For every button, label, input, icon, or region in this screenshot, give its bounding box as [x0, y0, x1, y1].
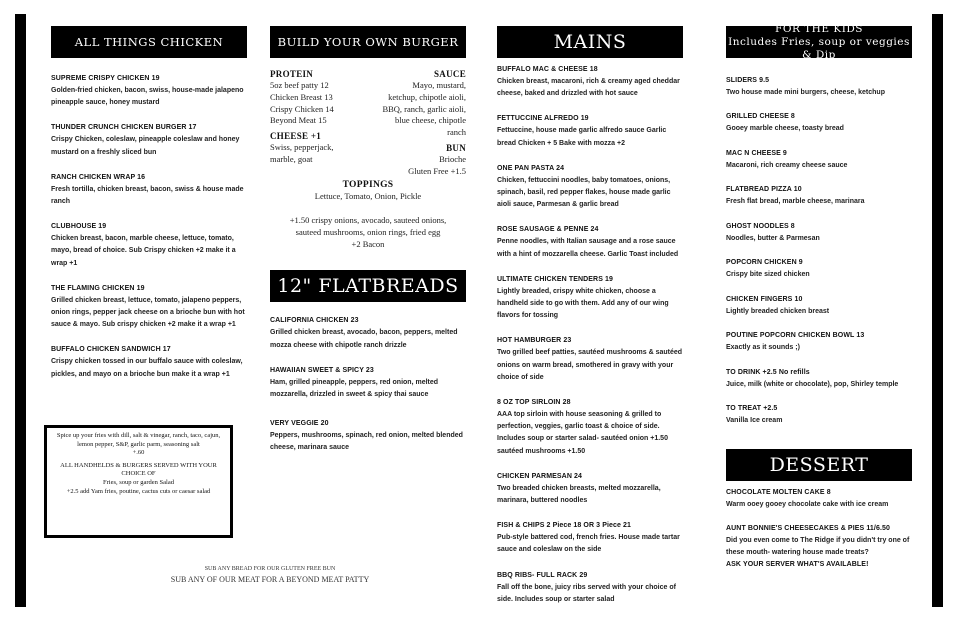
item-title: GRILLED CHEESE 8: [726, 113, 795, 120]
fries-seasoning-price: +.60: [132, 449, 145, 457]
item-title: GHOST NOODLES 8: [726, 222, 795, 230]
menu-item: [270, 315, 466, 351]
kids-items: [726, 58, 912, 427]
item-description: Crispy bite sized chicken: [726, 271, 810, 278]
mains-section: [497, 26, 683, 606]
menu-item: [270, 418, 466, 454]
item-description: Crispy Chicken, coleslaw, pineapple coleslaw and honey mustard on a freshly sliced bun: [51, 136, 240, 156]
extras-line: +2 Bacon: [351, 239, 385, 250]
toppings-group: [270, 180, 466, 203]
item-title: CHICKEN FINGERS 10: [726, 295, 803, 303]
menu-item: [726, 294, 912, 318]
item-title: TO TREAT +2.5: [726, 405, 778, 412]
menu-item: [497, 113, 683, 149]
fries-seasoning-text: Spice up your fries with dill, salt & vinegar, ranch, taco, cajun, lemon pepper, S&P, garlic parm, seasoning salt: [56, 432, 221, 448]
menu-item: [497, 224, 683, 260]
item-description: Juice, milk (white or chocolate), pop, Shirley temple: [726, 380, 899, 388]
bun-group: [366, 143, 466, 178]
item-description: Gooey marble cheese, toasty bread: [726, 125, 844, 132]
item-title: POUTINE POPCORN CHICKEN BOWL 13: [726, 332, 865, 339]
handhelds-served-with: ALL HANDHELDS & BURGERS SERVED WITH YOUR CHOICE OF: [60, 461, 217, 478]
mains-items: [497, 58, 683, 606]
cheese-group: [270, 131, 366, 178]
menu-item: [497, 64, 683, 100]
protein-option: Chicken Breast 13: [270, 91, 333, 102]
item-description: Two house made mini burgers, cheese, ketchup: [726, 88, 885, 96]
left-border-bar: [15, 14, 26, 607]
item-description: Fall off the bone, juicy ribs served with your choice of side. Includes soup or starter salad: [497, 583, 676, 603]
item-title: CHICKEN PARMESAN 24: [497, 472, 583, 480]
section-heading: ALL THINGS CHICKEN: [51, 26, 247, 58]
side-choices: Fries, soup or garden Salad: [103, 478, 174, 486]
menu-item: [497, 570, 683, 606]
kids-heading-title: FOR THE KIDS: [775, 22, 863, 35]
sauce-option: BBQ, ranch, garlic aioli,: [382, 103, 466, 114]
burger-builder: [270, 69, 466, 250]
sauce-option: ranch: [447, 127, 466, 138]
menu-item: [497, 274, 683, 323]
menu-item: [51, 172, 247, 208]
menu-item: [497, 397, 683, 458]
burger-section: [270, 26, 466, 455]
item-title: THE FLAMING CHICKEN 19: [51, 284, 145, 292]
bun-label: BUN: [446, 142, 466, 153]
item-note: ASK YOUR SERVER WHAT'S AVAILABLE!: [726, 561, 869, 568]
item-title: ULTIMATE CHICKEN TENDERS 19: [497, 275, 614, 283]
item-description: Chicken breast, macaroni, rich & creamy aged cheddar cheese, baked and drizzled with hot sauce: [497, 78, 680, 98]
dessert-items: [726, 487, 912, 571]
item-title: BUFFALO MAC & CHEESE 18: [497, 66, 598, 73]
item-description: Fresh flat bread, marble cheese, marinara: [726, 198, 865, 205]
protein-option: 5oz beef patty 12: [270, 80, 329, 90]
item-title: TO DRINK +2.5 No refills: [726, 368, 810, 376]
item-title: ROSE SAUSAGE & PENNE 24: [497, 226, 599, 234]
item-description: Did you even come to The Ridge if you didn't try one of these mouth- watering house made treats?: [726, 537, 910, 556]
item-description: Grilled chicken breast, avocado, bacon, peppers, melted mozza cheese with chipotle ranch drizzle: [270, 329, 458, 349]
item-title: 8 OZ TOP SIRLOIN 28: [497, 399, 571, 407]
bun-option: Brioche: [439, 153, 466, 164]
item-title: MAC N CHEESE 9: [726, 149, 787, 157]
menu-item: [497, 163, 683, 212]
item-description: Grilled chicken breast, lettuce, tomato, jalapeno peppers, onion rings, pepper jack cheese on a brioche bun with hot sauce & mayo. Sub crispy chicken +2 make it a wrap +1: [51, 296, 245, 329]
menu-item: [726, 221, 912, 245]
item-title: FISH & CHIPS 2 Piece 18 OR 3 Piece 21: [497, 522, 632, 530]
beyond-meat-note: SUB ANY OF OUR MEAT FOR A BEYOND MEAT PATTY: [170, 575, 370, 584]
sauce-option: Mayo, mustard,: [412, 80, 466, 90]
sauce-group: [366, 69, 466, 139]
menu-item: [497, 520, 683, 556]
extras-line: +1.50 crispy onions, avocado, sauteed onions,: [289, 215, 447, 226]
item-description: Penne noodles, with Italian sausage and a rose sauce with a hint of mozzarella cheese. Garlic Toast included: [497, 238, 679, 258]
item-description: Two breaded chicken breasts, melted mozzarella, marinara, buttered noodles: [497, 484, 661, 505]
item-description: Chicken breast, bacon, marble cheese, lettuce, tomato, mayo, bread of choice. Sub Crispy chicken +2 make it a wrap +1: [51, 235, 236, 267]
cheese-option: marble, goat: [270, 153, 313, 164]
item-description: AAA top sirloin with house seasoning & grilled to perfection, veggies, garlic toast & choice of side. Includes soup or starter salad- sautéed onion +1.50 sautéed mushrooms +1.50: [497, 411, 668, 455]
item-description: Vanilla Ice cream: [726, 417, 783, 424]
menu-item: [270, 365, 466, 401]
gluten-free-note: SUB ANY BREAD FOR OUR GLUTEN FREE BUN: [204, 566, 336, 572]
menu-item: [726, 403, 912, 427]
right-border-bar: [932, 14, 943, 607]
item-title: FLATBREAD PIZZA 10: [726, 186, 802, 193]
menu-item: [726, 111, 912, 135]
protein-option: Crispy Chicken 14: [270, 103, 334, 114]
menu-item: [51, 283, 247, 332]
item-description: Fettuccine, house made garlic alfredo sauce Garlic bread Chicken + 5 Bake with mozza +2: [497, 127, 667, 147]
chicken-items: [51, 58, 247, 381]
kids-heading-subtitle: Includes Fries, soup or veggies & Dip: [728, 35, 910, 61]
menu-item: [726, 75, 912, 99]
item-description: Fresh tortilla, chicken breast, bacon, swiss & house made ranch: [51, 185, 244, 206]
item-description: Noodles, butter & Parmesan: [726, 234, 820, 242]
item-title: BUFFALO CHICKEN SANDWICH 17: [51, 346, 171, 354]
item-title: THUNDER CRUNCH CHICKEN BURGER 17: [51, 124, 197, 132]
sauce-label: SAUCE: [433, 69, 466, 79]
cheese-label: CHEESE +1: [270, 130, 322, 141]
menu-item: [51, 221, 247, 270]
toppings-options: Lettuce, Tomato, Onion, Pickle: [314, 190, 422, 201]
protein-group: [270, 69, 366, 139]
sides-info-box: [44, 425, 233, 538]
item-description: Peppers, mushrooms, spinach, red onion, melted blended cheese, marinara sauce: [270, 432, 463, 452]
item-title: SUPREME CRISPY CHICKEN 19: [51, 75, 160, 82]
bun-option: Gluten Free +1.5: [408, 165, 466, 176]
menu-item: [51, 344, 247, 380]
item-title: ONE PAN PASTA 24: [497, 164, 565, 172]
item-title: CHOCOLATE MOLTEN CAKE 8: [726, 489, 831, 496]
item-title: RANCH CHICKEN WRAP 16: [51, 173, 146, 181]
item-description: Golden-fried chicken, bacon, swiss, house-made jalapeno pineapple sauce, honey mustard: [51, 87, 244, 107]
item-description: Macaroni, rich creamy cheese sauce: [726, 161, 848, 169]
item-title: CALIFORNIA CHICKEN 23: [270, 317, 359, 325]
toppings-label: TOPPINGS: [342, 179, 394, 190]
flatbreads-heading: 12" FLATBREADS: [270, 270, 466, 302]
item-title: BBQ RIBS- FULL RACK 29: [497, 571, 588, 579]
item-description: Lightly breaded chicken breast: [726, 307, 830, 315]
item-description: Ham, grilled pineapple, peppers, red onion, melted mozzarella, drizzled in sweet & spicy thai sauce: [270, 378, 439, 398]
item-title: FETTUCCINE ALFREDO 19: [497, 115, 589, 123]
dessert-heading: DESSERT: [726, 449, 912, 481]
menu-item: [497, 335, 683, 384]
protein-option: Beyond Meat 15: [270, 115, 327, 126]
side-upgrades: +2.5 add Yam fries, poutine, cactus cuts or caesar salad: [66, 487, 211, 495]
section-heading: BUILD YOUR OWN BURGER: [270, 26, 466, 58]
item-description: Exactly as it sounds ;): [726, 344, 800, 351]
sauce-option: blue cheese, chipotle: [394, 115, 466, 126]
section-heading: [726, 22, 912, 61]
menu-item: [497, 471, 683, 507]
cheese-option: Swiss, pepperjack,: [270, 141, 334, 152]
chicken-section: [51, 26, 247, 381]
menu-item: [726, 487, 912, 511]
menu-item: [726, 367, 912, 391]
item-description: Crispy chicken tossed in our buffalo sauce with coleslaw, pickles, and mayo on a brioche bun make it a wrap +1: [51, 358, 243, 378]
item-title: HAWAIIAN SWEET & SPICY 23: [270, 366, 374, 374]
item-title: SLIDERS 9.5: [726, 76, 770, 84]
menu-item: [51, 122, 247, 158]
item-description: Two grilled beef patties, sautéed mushrooms & sautéed onions on warm bread, smothered in gravy with your choice of side: [497, 349, 683, 381]
menu-item: [726, 257, 912, 281]
menu-item: [726, 148, 912, 172]
item-title: HOT HAMBURGER 23: [497, 337, 572, 345]
kids-section: [726, 22, 912, 571]
extras-line: sauteed mushrooms, onion rings, fried egg: [295, 227, 441, 238]
item-title: AUNT BONNIE'S CHEESECAKES & PIES 11/6.50: [726, 525, 890, 532]
item-description: Lightly breaded, crispy white chicken, choose a handheld side to go with them. Add any of our wing flavors for tossing: [497, 287, 669, 320]
item-description: Chicken, fettuccini noodles, baby tomatoes, onions, spinach, basil, red pepper flakes, house made garlic aioli sauce, Parmesan & garlic bread: [497, 176, 671, 209]
menu-item: [726, 523, 912, 571]
item-title: CLUBHOUSE 19: [51, 223, 107, 231]
section-heading: MAINS: [497, 26, 683, 58]
item-description: Pub-style battered cod, french fries. House made tartar sauce and coleslaw on the side: [497, 534, 680, 554]
menu-item: [726, 184, 912, 208]
item-title: POPCORN CHICKEN 9: [726, 259, 803, 266]
sauce-option: ketchup, chipotle aioli,: [388, 91, 466, 102]
flatbread-items: [270, 315, 466, 454]
protein-label: PROTEIN: [270, 69, 314, 79]
menu-item: [51, 73, 247, 109]
burger-extras: [270, 214, 466, 250]
item-title: VERY VEGGIE 20: [270, 420, 329, 428]
menu-item: [726, 330, 912, 354]
item-description: Warm ooey gooey chocolate cake with ice cream: [726, 501, 889, 508]
